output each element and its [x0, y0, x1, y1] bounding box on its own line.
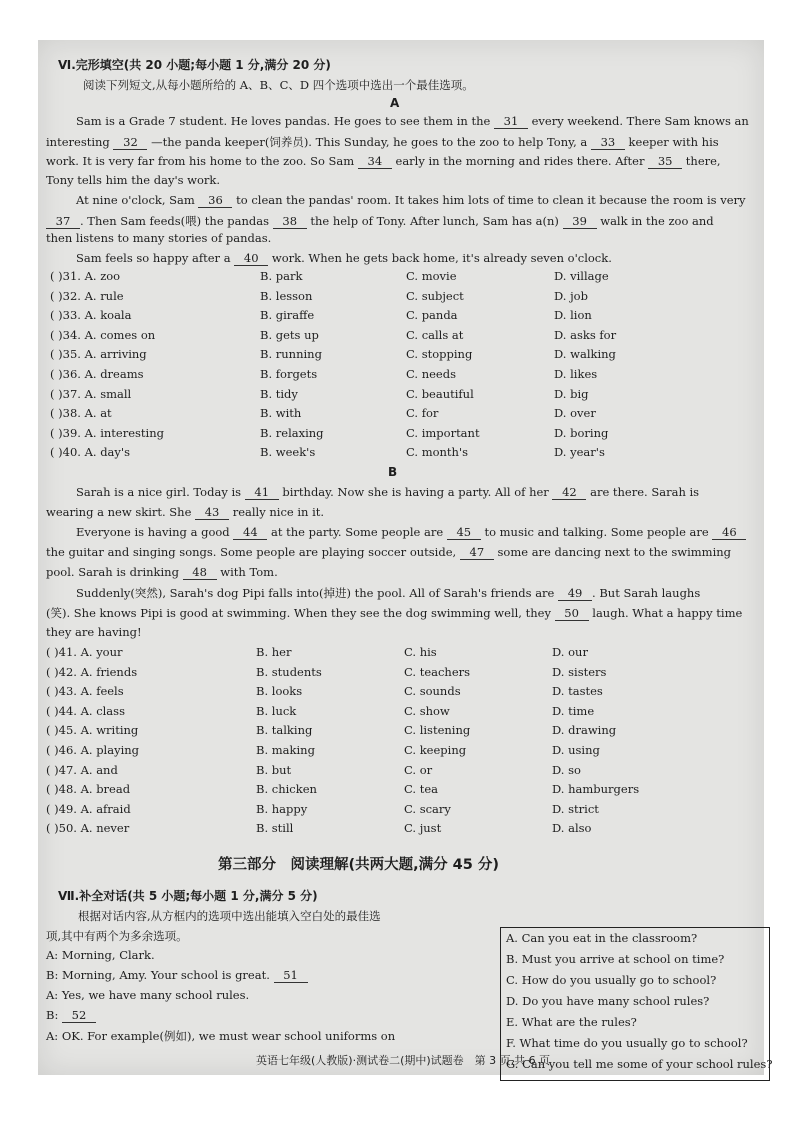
option-choice[interactable]: C. subject [406, 288, 464, 303]
answer-blank[interactable]: 45 [447, 525, 481, 540]
choice-e: E. What are the rules? [506, 1015, 637, 1029]
text-segment: (笑). She knows Pipi is good at swimming. When they see the dog swimming well, they [46, 606, 555, 620]
answer-blank[interactable]: 38 [273, 214, 307, 229]
question-option-a[interactable]: ( )45. A. writing [46, 723, 139, 738]
option-choice[interactable]: D. job [554, 288, 588, 303]
text-line [46, 948, 155, 962]
question-option-a[interactable]: ( )46. A. playing [46, 743, 140, 757]
option-choice[interactable]: B. relaxing [260, 425, 324, 440]
option-choice[interactable]: C. sounds [404, 684, 461, 699]
question-option-a[interactable]: ( )47. A. and [46, 762, 118, 777]
question-option-a[interactable]: ( )40. A. day's [50, 445, 130, 460]
text-segment: —the panda keeper(饲养员). This Sunday, he goes to the zoo to help Tony, a [147, 135, 591, 149]
option-choice[interactable]: C. stopping [406, 347, 473, 362]
text-segment: birthday. Now she is having a party. All of her [278, 485, 553, 499]
text-segment: they are having! [46, 625, 142, 639]
answer-blank[interactable]: 32 [113, 135, 147, 150]
option-choice[interactable]: C. teachers [404, 664, 471, 679]
text-segment: Tony tells him the day's work. [46, 173, 221, 187]
option-choice[interactable]: C. his [404, 645, 437, 659]
text-segment: there, [682, 154, 721, 168]
option-choice[interactable]: B. giraffe [260, 308, 315, 323]
answer-blank[interactable]: 52 [62, 1008, 96, 1023]
text-segment: Sarah is a nice girl. Today is [76, 485, 245, 499]
text-line [46, 154, 721, 169]
text-segment: with Tom. [216, 565, 278, 579]
option-choice[interactable]: B. gets up [260, 327, 319, 342]
question-option-a[interactable]: ( )42. A. friends [46, 664, 138, 679]
answer-blank[interactable]: 31 [494, 114, 528, 129]
section7-heading: Ⅶ.补全对话(共 5 小题;每小题 1 分,满分 5 分) [58, 889, 318, 903]
text-segment: the guitar and singing songs. Some people are playing soccer outside, [46, 545, 460, 559]
text-line [76, 193, 746, 208]
question-option-a[interactable]: ( )43. A. feels [46, 684, 124, 699]
choice-d: D. Do you have many school rules? [506, 994, 710, 1008]
option-choice[interactable]: C. panda [406, 308, 458, 323]
option-choice[interactable]: B. with [260, 406, 302, 421]
answer-blank[interactable]: 49 [558, 586, 592, 601]
option-choice[interactable]: D. likes [554, 367, 598, 381]
option-choice[interactable]: D. drawing [552, 723, 617, 738]
text-segment: Everyone is having a good [76, 525, 234, 539]
option-choice[interactable]: B. still [256, 821, 294, 836]
option-choice[interactable]: C. or [404, 762, 433, 777]
text-segment: really nice in it. [229, 505, 325, 519]
answer-blank[interactable]: 34 [358, 154, 392, 169]
text-segment: A: Morning, Clark. [46, 948, 155, 962]
answer-blank[interactable]: 40 [234, 251, 268, 266]
text-segment: some are dancing next to the swimming [493, 545, 732, 559]
option-choice[interactable]: B. chicken [256, 782, 317, 797]
passage-b-label: B [388, 465, 398, 479]
option-choice[interactable]: B. talking [256, 723, 313, 738]
question-option-a[interactable]: ( )41. A. your [46, 645, 123, 659]
text-segment: interesting [46, 135, 114, 149]
text-segment: then listens to many stories of pandas. [46, 231, 272, 245]
text-line [46, 988, 249, 1002]
question-option-a[interactable]: ( )32. A. rule [50, 288, 124, 303]
text-segment: B: Morning, Amy. Your school is great. [46, 968, 274, 982]
question-option-a[interactable]: ( )44. A. class [46, 703, 125, 718]
question-option-a[interactable]: ( )33. A. koala [50, 308, 132, 323]
option-choice[interactable]: D. strict [552, 801, 599, 816]
answer-blank[interactable]: 43 [195, 505, 229, 520]
question-option-a[interactable]: ( )38. A. at [50, 406, 112, 421]
text-line [46, 173, 220, 187]
option-choice[interactable]: B. luck [256, 703, 297, 718]
text-segment: At nine o'clock, Sam [76, 193, 199, 207]
option-choice[interactable]: C. keeping [404, 743, 467, 757]
option-choice[interactable]: D. lion [554, 308, 592, 323]
option-choice[interactable]: D. time [552, 703, 595, 718]
answer-blank[interactable]: 39 [563, 214, 597, 229]
question-option-a[interactable]: ( )49. A. afraid [46, 801, 131, 816]
option-choice[interactable]: D. asks for [554, 327, 617, 342]
text-line [46, 565, 278, 580]
text-line [46, 231, 271, 245]
section6-heading: Ⅵ.完形填空(共 20 小题;每小题 1 分,满分 20 分) [58, 58, 331, 72]
option-choice[interactable]: B. week's [260, 445, 316, 460]
exam-page [38, 40, 773, 1075]
option-choice[interactable]: B. making [256, 743, 315, 757]
option-choice[interactable]: C. scary [404, 801, 451, 816]
option-choice[interactable]: B. but [256, 762, 292, 777]
question-option-a[interactable]: ( )48. A. bread [46, 782, 131, 797]
option-choice[interactable]: C. for [406, 406, 439, 421]
answer-blank[interactable]: 41 [245, 485, 279, 500]
part3-title: 第三部分 阅读理解(共两大题,满分 45 分) [218, 857, 500, 873]
option-choice[interactable]: D. sisters [552, 664, 607, 679]
text-segment: . But Sarah laughs [592, 586, 701, 600]
option-choice[interactable]: C. show [404, 703, 450, 718]
answer-blank[interactable]: 48 [183, 565, 217, 580]
question-option-a[interactable]: ( )34. A. comes on [50, 327, 156, 342]
option-choice[interactable]: C. needs [406, 367, 456, 381]
option-choice[interactable]: B. tidy [260, 386, 298, 401]
text-line [46, 1008, 96, 1023]
question-option-a[interactable]: ( )37. A. small [50, 386, 132, 401]
option-choice[interactable]: C. important [406, 425, 480, 440]
text-line [46, 1028, 395, 1044]
text-segment: are there. Sarah is [586, 485, 700, 499]
text-segment: Sam is a Grade 7 student. He loves pandas. He goes to see them in the [76, 114, 494, 128]
text-segment: every weekend. There Sam knows an [527, 114, 749, 128]
text-line [76, 485, 699, 500]
text-line [46, 213, 714, 229]
option-choice[interactable]: C. listening [404, 723, 471, 738]
option-choice[interactable]: C. month's [406, 445, 469, 460]
option-choice[interactable]: B. park [260, 269, 303, 283]
answer-blank[interactable]: 50 [555, 606, 589, 621]
section6-instruction: 阅读下列短文,从每小题所给的 A、B、C、D 四个选项中选出一个最佳选项。 [83, 78, 474, 92]
option-choice[interactable]: D. also [552, 821, 592, 836]
text-segment: laugh. What a happy time [588, 606, 743, 620]
answer-blank[interactable]: 42 [552, 485, 586, 500]
option-choice[interactable]: D. year's [554, 445, 605, 460]
text-line [76, 251, 612, 266]
answer-blank[interactable]: 51 [274, 968, 308, 983]
text-segment: at the party. Some people are [267, 525, 447, 539]
option-choice[interactable]: B. happy [256, 801, 308, 816]
option-choice[interactable]: B. running [260, 347, 322, 362]
text-line [76, 585, 700, 601]
question-option-a[interactable]: ( )39. A. interesting [50, 425, 164, 440]
answer-blank[interactable]: 36 [198, 193, 232, 208]
choice-b: B. Must you arrive at school on time? [506, 952, 725, 966]
answer-blank[interactable]: 44 [233, 525, 267, 540]
text-line [46, 545, 731, 560]
section7-instruction-line1: 根据对话内容,从方框内的选项中选出能填入空白处的最佳选 [78, 909, 381, 923]
choice-g: G. Can you tell me some of your school rules? [506, 1057, 773, 1071]
option-choice[interactable]: B. looks [256, 684, 303, 699]
option-choice[interactable]: D. big [554, 386, 589, 401]
choice-c: C. How do you usually go to school? [506, 973, 717, 987]
text-segment: wearing a new skirt. She [46, 505, 196, 519]
option-choice[interactable]: C. beautiful [406, 386, 474, 401]
question-option-a[interactable]: ( )31. A. zoo [50, 269, 121, 283]
question-option-a[interactable]: ( )35. A. arriving [50, 347, 147, 362]
answer-blank[interactable]: 33 [591, 135, 625, 150]
answer-blank[interactable]: 47 [460, 545, 494, 560]
page-footer: 英语七年级(人教版)·测试卷二(期中)试题卷 第 3 页,共 6 页 [256, 1054, 551, 1067]
text-segment: keeper with his [624, 135, 719, 149]
option-choice[interactable]: B. students [256, 664, 322, 679]
text-segment: the help of Tony. After lunch, Sam has a(n) [306, 214, 563, 228]
option-choice[interactable]: B. lesson [260, 288, 313, 303]
text-line [46, 968, 308, 983]
text-segment: . Then Sam feeds(喂) the pandas [80, 214, 273, 228]
option-choice[interactable]: D. hamburgers [552, 782, 640, 797]
text-segment: A: OK. For example(例如), we must wear school uniforms on [46, 1029, 396, 1043]
option-choice[interactable]: B. forgets [260, 367, 318, 381]
option-choice[interactable]: D. walking [554, 347, 616, 362]
answer-blank[interactable]: 35 [648, 154, 682, 169]
option-choice[interactable]: D. village [554, 269, 609, 283]
text-segment: work. It is very far from his home to the zoo. So Sam [46, 154, 358, 168]
text-line [46, 625, 142, 639]
option-choice[interactable]: D. our [552, 645, 588, 659]
answer-blank[interactable]: 46 [712, 525, 746, 540]
option-choice[interactable]: D. tastes [552, 684, 603, 699]
answer-blank[interactable]: 37 [46, 214, 80, 229]
passage-a-label: A [390, 96, 400, 110]
section7-instruction-line2: 项,其中有两个为多余选项。 [46, 929, 188, 943]
option-choice[interactable]: C. calls at [406, 327, 464, 342]
text-segment: early in the morning and rides there. After [391, 154, 649, 168]
text-segment: work. When he gets back home, it's already seven o'clock. [268, 251, 612, 265]
option-choice[interactable]: C. tea [404, 782, 438, 797]
text-segment: walk in the zoo and [596, 214, 714, 228]
text-segment: Suddenly(突然), Sarah's dog Pipi falls into(掉进) the pool. All of Sarah's friends are [76, 586, 559, 600]
option-choice[interactable]: D. using [552, 743, 600, 757]
option-choice[interactable]: B. her [256, 645, 292, 659]
text-line [76, 114, 749, 129]
option-choice[interactable]: C. just [404, 821, 442, 836]
text-segment: to music and talking. Some people are [480, 525, 713, 539]
choice-f: F. What time do you usually go to school? [506, 1036, 748, 1050]
text-segment: pool. Sarah is drinking [46, 565, 183, 579]
option-choice[interactable]: D. so [552, 762, 581, 777]
option-choice[interactable]: D. boring [554, 425, 609, 440]
question-option-a[interactable]: ( )50. A. never [46, 821, 130, 836]
option-choice[interactable]: C. movie [406, 269, 457, 283]
text-segment: B: [46, 1008, 62, 1022]
option-choice[interactable]: D. over [554, 406, 596, 421]
choice-a: A. Can you eat in the classroom? [506, 931, 698, 945]
text-segment: A: Yes, we have many school rules. [46, 988, 250, 1002]
text-line [46, 505, 324, 520]
text-segment: to clean the pandas' room. It takes him lots of time to clean it because the room is very [232, 193, 746, 207]
text-line [46, 605, 742, 621]
text-segment: Sam feels so happy after a [76, 251, 235, 265]
text-line [46, 134, 719, 150]
text-line [76, 525, 746, 540]
question-option-a[interactable]: ( )36. A. dreams [50, 367, 144, 381]
